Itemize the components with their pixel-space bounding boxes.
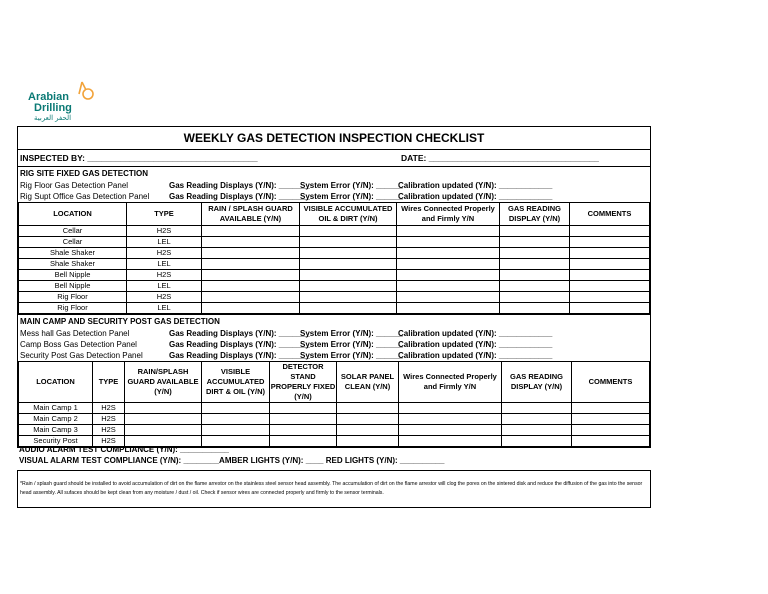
camp-panel-line: [18, 339, 650, 350]
comment-cell[interactable]: [572, 414, 650, 425]
type-cell: H2S: [127, 248, 202, 259]
table-row: [19, 281, 650, 292]
table-row: [19, 248, 650, 259]
rig-section-title: RIG SITE FIXED GAS DETECTION: [20, 169, 149, 178]
input-cell[interactable]: [500, 248, 570, 259]
input-cell[interactable]: [125, 414, 202, 425]
gas-reading-field[interactable]: Gas Reading Displays (Y/N): _______: [169, 329, 310, 338]
comment-cell[interactable]: [570, 226, 650, 237]
input-cell[interactable]: [270, 425, 337, 436]
input-cell[interactable]: [300, 281, 397, 292]
system-error-field[interactable]: System Error (Y/N): ______: [300, 340, 403, 349]
rig-panel-line: [18, 180, 650, 191]
type-cell: H2S: [93, 403, 125, 414]
audio-alarm-field[interactable]: AUDIO ALARM TEST COMPLIANCE (Y/N): ___________: [19, 445, 229, 454]
camp-section-title: MAIN CAMP AND SECURITY POST GAS DETECTION: [20, 317, 220, 326]
alarm-compliance: [17, 444, 651, 466]
input-cell[interactable]: [202, 281, 300, 292]
comment-cell[interactable]: [570, 292, 650, 303]
camp-inspection-table: [18, 361, 650, 447]
input-cell[interactable]: [502, 425, 572, 436]
input-cell[interactable]: [397, 303, 500, 314]
location-cell: Rig Floor: [19, 292, 127, 303]
calibration-field[interactable]: Calibration updated (Y/N): ____________: [398, 351, 553, 360]
input-cell[interactable]: [397, 226, 500, 237]
page-title: WEEKLY GAS DETECTION INSPECTION CHECKLIST: [18, 127, 650, 150]
col-header-rain-guard: RAIN/SPLASH GUARD AVAILABLE (Y/N): [125, 362, 202, 403]
type-cell: H2S: [127, 270, 202, 281]
location-cell: Bell Nipple: [19, 281, 127, 292]
type-cell: LEL: [127, 281, 202, 292]
col-header-rain-guard: RAIN / SPLASH GUARD AVAILABLE (Y/N): [202, 203, 300, 226]
gas-reading-field[interactable]: Gas Reading Displays (Y/N): _______: [169, 181, 310, 190]
col-header-type: TYPE: [127, 203, 202, 226]
input-cell[interactable]: [397, 237, 500, 248]
input-cell[interactable]: [202, 292, 300, 303]
footnote: *Rain / splash guard should be installed to avoid accumulation of dirt on the flame arrestor on the stainless steel sensor head assembly. The accumulation of dirt on the flame arrestor will clog the pores on the sintered disk and reduce the diffusion of the gas into the sensor head assembly. All sufaces should be kept clean from any moisture / dust / oil. Check if sensor wires are connected properly and firmly to the sensor terminals.: [17, 470, 651, 508]
type-cell: LEL: [127, 237, 202, 248]
gas-reading-field[interactable]: Gas Reading Displays (Y/N): _______: [169, 351, 310, 360]
comment-cell[interactable]: [572, 403, 650, 414]
table-row: [19, 270, 650, 281]
input-cell[interactable]: [125, 403, 202, 414]
calibration-field[interactable]: Calibration updated (Y/N): ____________: [398, 181, 553, 190]
input-cell[interactable]: [500, 270, 570, 281]
table-row: [19, 292, 650, 303]
input-cell[interactable]: [300, 248, 397, 259]
input-cell[interactable]: [397, 292, 500, 303]
col-header-wires: Wires Connected Properly and Firmly Y/N: [397, 203, 500, 226]
location-cell: Shale Shaker: [19, 259, 127, 270]
input-cell[interactable]: [337, 425, 399, 436]
input-cell[interactable]: [502, 414, 572, 425]
panel-name: Camp Boss Gas Detection Panel: [20, 340, 137, 349]
company-logo: [28, 80, 98, 124]
comment-cell[interactable]: [570, 237, 650, 248]
type-cell: H2S: [93, 436, 125, 447]
type-cell: H2S: [93, 414, 125, 425]
input-cell[interactable]: [399, 425, 502, 436]
input-cell[interactable]: [300, 237, 397, 248]
col-header-location: LOCATION: [19, 203, 127, 226]
system-error-field[interactable]: System Error (Y/N): ______: [300, 192, 403, 201]
location-cell: Shale Shaker: [19, 248, 127, 259]
table-row: [19, 403, 650, 414]
inspected-by-field[interactable]: INSPECTED BY: ____________________________________: [20, 153, 258, 163]
input-cell[interactable]: [500, 303, 570, 314]
input-cell[interactable]: [500, 259, 570, 270]
camp-panel-line: [18, 328, 650, 339]
rig-inspection-table: [18, 202, 650, 314]
comment-cell[interactable]: [570, 259, 650, 270]
input-cell[interactable]: [202, 259, 300, 270]
location-cell: Bell Nipple: [19, 270, 127, 281]
panel-name: Mess hall Gas Detection Panel: [20, 329, 130, 338]
col-header-location: LOCATION: [19, 362, 93, 403]
logo-arabic: الحفر العربية: [34, 115, 72, 122]
location-cell: Cellar: [19, 237, 127, 248]
panel-name: Rig Supt Office Gas Detection Panel: [20, 192, 150, 201]
type-cell: LEL: [127, 303, 202, 314]
input-cell[interactable]: [202, 425, 270, 436]
panel-name: Security Post Gas Detection Panel: [20, 351, 143, 360]
location-cell: Cellar: [19, 226, 127, 237]
input-cell[interactable]: [502, 403, 572, 414]
col-header-comments: COMMENTS: [572, 362, 650, 403]
col-header-gas-display: GAS READING DISPLAY (Y/N): [500, 203, 570, 226]
col-header-comments: COMMENTS: [570, 203, 650, 226]
input-cell[interactable]: [202, 303, 300, 314]
type-cell: H2S: [127, 226, 202, 237]
location-cell: Security Post: [19, 436, 93, 447]
input-cell[interactable]: [202, 248, 300, 259]
input-cell[interactable]: [337, 414, 399, 425]
input-cell[interactable]: [399, 403, 502, 414]
visual-alarm-field[interactable]: VISUAL ALARM TEST COMPLIANCE (Y/N): ________AMBER LIGHTS (Y/N): ____ RED LIGHTS (Y/N): __________: [19, 456, 445, 465]
comment-cell[interactable]: [572, 425, 650, 436]
table-row: [19, 425, 650, 436]
comment-cell[interactable]: [570, 270, 650, 281]
input-cell[interactable]: [202, 237, 300, 248]
col-header-gas-display: GAS READING DISPLAY (Y/N): [502, 362, 572, 403]
table-row: [19, 414, 650, 425]
input-cell[interactable]: [300, 303, 397, 314]
location-cell: Main Camp 2: [19, 414, 93, 425]
input-cell[interactable]: [202, 226, 300, 237]
input-cell[interactable]: [397, 259, 500, 270]
system-error-field[interactable]: System Error (Y/N): ______: [300, 181, 403, 190]
input-cell[interactable]: [500, 237, 570, 248]
input-cell[interactable]: [300, 259, 397, 270]
type-cell: LEL: [127, 259, 202, 270]
col-header-type: TYPE: [93, 362, 125, 403]
system-error-field[interactable]: System Error (Y/N): ______: [300, 351, 403, 360]
col-header-detector-stand: DETECTOR STAND PROPERLY FIXED (Y/N): [270, 362, 336, 401]
input-cell[interactable]: [500, 292, 570, 303]
table-row: [19, 303, 650, 314]
date-field[interactable]: DATE: ____________________________________: [401, 153, 599, 163]
logo-line-2: Drilling: [34, 102, 72, 114]
comment-cell[interactable]: [570, 281, 650, 292]
type-cell: H2S: [93, 425, 125, 436]
comment-cell[interactable]: [570, 248, 650, 259]
logo-line-1: Arabian: [28, 91, 69, 103]
table-row: [19, 226, 650, 237]
table-row: [19, 237, 650, 248]
logo-mark-icon: [76, 80, 98, 102]
input-cell[interactable]: [125, 425, 202, 436]
input-cell[interactable]: [202, 414, 270, 425]
system-error-field[interactable]: System Error (Y/N): ______: [300, 329, 403, 338]
input-cell[interactable]: [397, 281, 500, 292]
input-cell[interactable]: [337, 403, 399, 414]
location-cell: Main Camp 1: [19, 403, 93, 414]
input-cell[interactable]: [270, 403, 337, 414]
calibration-field[interactable]: Calibration updated (Y/N): ____________: [398, 192, 553, 201]
calibration-field[interactable]: Calibration updated (Y/N): ____________: [398, 329, 553, 338]
checklist-sheet: [17, 126, 651, 448]
location-cell: Main Camp 3: [19, 425, 93, 436]
gas-reading-field[interactable]: Gas Reading Displays (Y/N): _______: [169, 340, 310, 349]
col-header-wires: Wires Connected Properly and Firmly Y/N: [399, 362, 502, 403]
table-row: [19, 259, 650, 270]
input-cell[interactable]: [300, 226, 397, 237]
calibration-field[interactable]: Calibration updated (Y/N): ____________: [398, 340, 553, 349]
input-cell[interactable]: [202, 403, 270, 414]
comment-cell[interactable]: [570, 303, 650, 314]
col-header-dirt-oil: VISIBLE ACCUMULATED DIRT & OIL (Y/N): [202, 362, 270, 403]
input-cell[interactable]: [300, 292, 397, 303]
col-header-solar-panel: SOLAR PANEL CLEAN (Y/N): [337, 362, 399, 403]
inspected-row: [18, 150, 650, 167]
input-cell[interactable]: [270, 414, 337, 425]
col-header-oil-dirt: VISIBLE ACCUMULATED OIL & DIRT (Y/N): [300, 203, 397, 226]
input-cell[interactable]: [397, 270, 500, 281]
input-cell[interactable]: [500, 281, 570, 292]
camp-panel-line: [18, 350, 650, 361]
input-cell[interactable]: [202, 270, 300, 281]
input-cell[interactable]: [399, 414, 502, 425]
location-cell: Rig Floor: [19, 303, 127, 314]
input-cell[interactable]: [397, 248, 500, 259]
input-cell[interactable]: [500, 226, 570, 237]
gas-reading-field[interactable]: Gas Reading Displays (Y/N): _______: [169, 192, 310, 201]
rig-panel-line: [18, 191, 650, 202]
panel-name: Rig Floor Gas Detection Panel: [20, 181, 129, 190]
type-cell: H2S: [127, 292, 202, 303]
input-cell[interactable]: [300, 270, 397, 281]
